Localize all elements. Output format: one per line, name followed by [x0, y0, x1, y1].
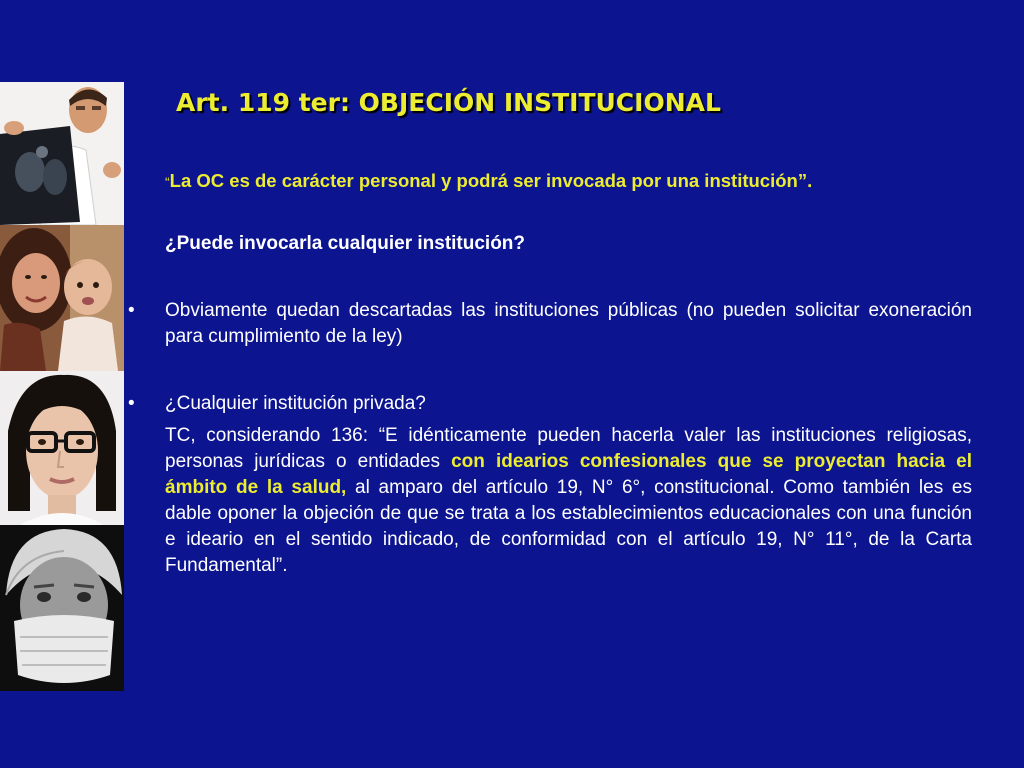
bullet-text-1: Obviamente quedan descartadas las instituciones públicas (no pueden solicitar exoneración para cumplimiento de la ley) [165, 300, 972, 347]
quote-text: La OC es de carácter personal y podrá ser invocada por una institución”. [169, 170, 813, 191]
bullet-marker-1: • [128, 300, 135, 321]
question-line: ¿Puede invocarla cualquier institución? [165, 233, 526, 254]
mother-baby-photo [0, 225, 124, 371]
tc-paragraph [165, 423, 972, 579]
quote-open-mark: “ [165, 174, 170, 190]
quote-line [165, 168, 972, 195]
photo-strip [0, 82, 124, 691]
bullet-text-2: ¿Cualquier institución privada? [165, 393, 426, 414]
doctor-xray-photo [0, 82, 124, 225]
tc-paragraph-highlight: con idearios confesionales que se proyectan hacia el ámbito de la salud, [165, 451, 972, 498]
bullet-marker-2: • [128, 393, 135, 414]
tc-paragraph-part1: TC, considerando 136: “E idénticamente pueden hacerla valer las instituciones religiosas, personas jurídicas o entidades [165, 425, 972, 472]
woman-glasses-photo [0, 371, 124, 525]
tc-paragraph-part2: al amparo del artículo 19, N° 6°, constitucional. Como también les es dable oponer la objeción de que se trata a los establecimientos educacionales con una función e ideario en el sentido indicado, de conformidad con el artículo 19, N° 11°, de la Carta Fundamental”. [165, 477, 972, 576]
slide-title: Art. 119 ter: OBJECIÓN INSTITUCIONAL [176, 88, 721, 117]
surgeon-mask-photo [0, 525, 124, 691]
